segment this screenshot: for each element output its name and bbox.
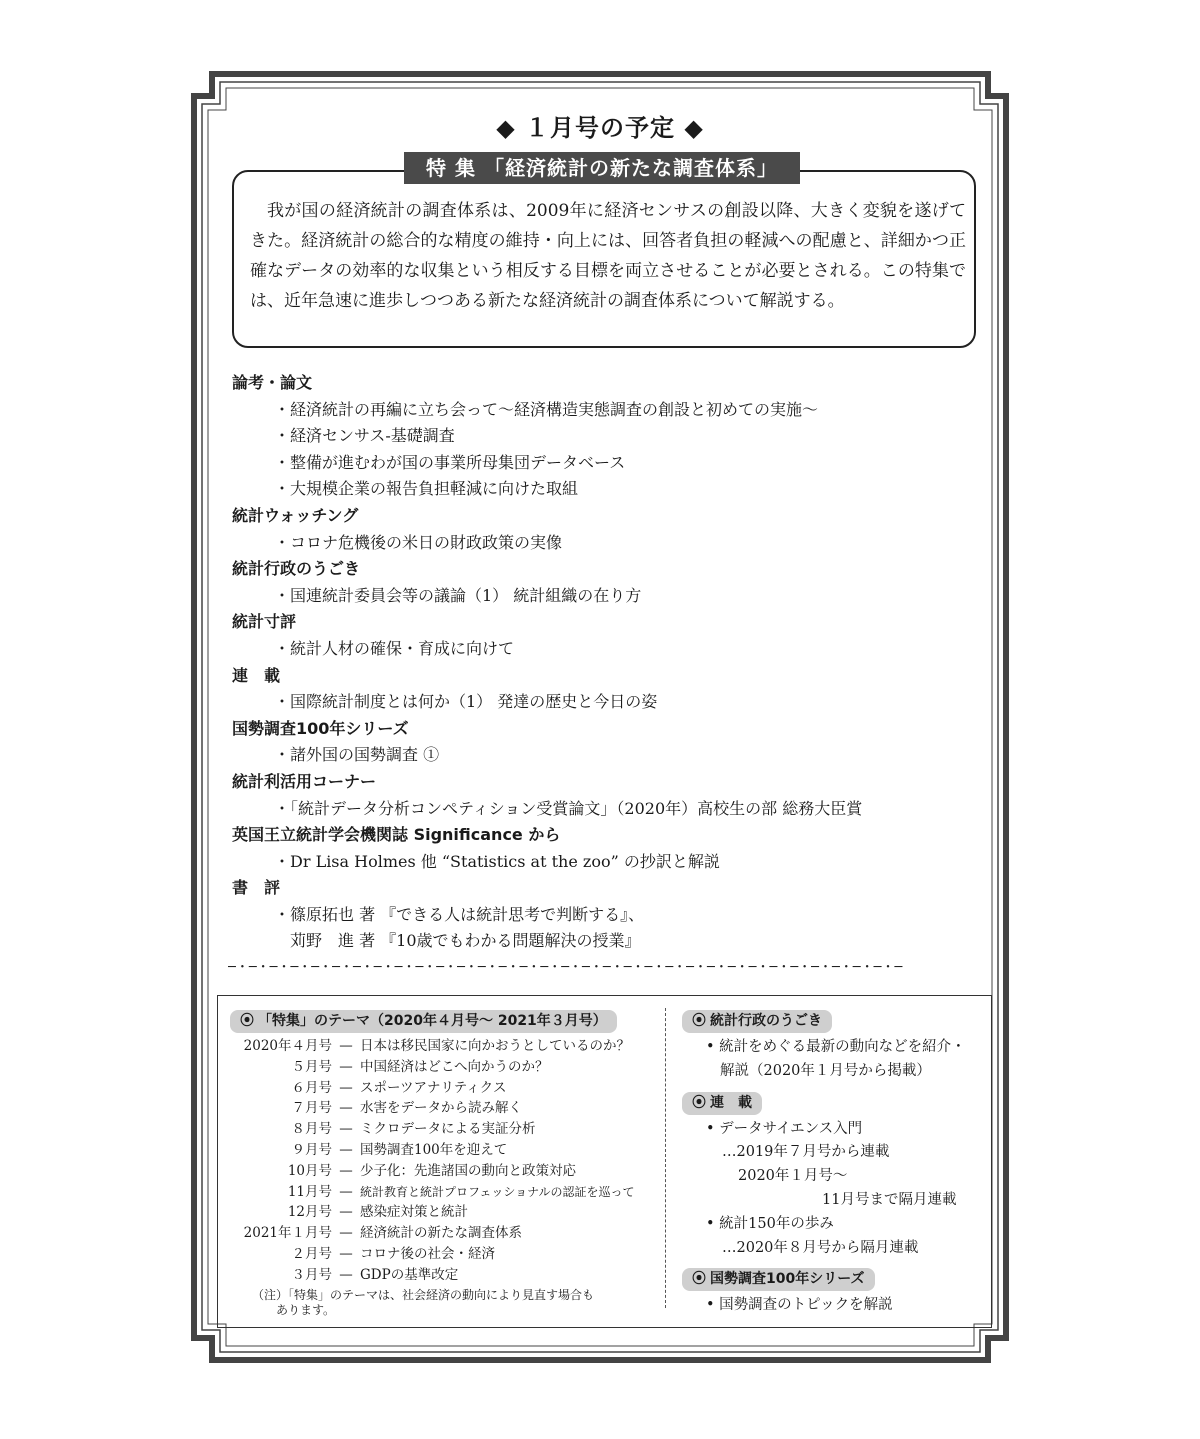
themes-note	[252, 1288, 662, 1318]
table-row	[230, 1182, 660, 1203]
schedule-topic: 感染症対策と統計	[360, 1204, 468, 1221]
dash: —	[339, 1266, 353, 1283]
rensai-line: 11月号まで隔月連載	[822, 1191, 957, 1208]
list-item: ・コロナ危機後の米日の財政政策の実像	[274, 532, 563, 552]
census-line: • 国勢調査のトピックを解説	[706, 1297, 893, 1314]
schedule-month: 2021年１月号	[243, 1225, 332, 1242]
themes-tag	[230, 1010, 617, 1033]
dash: —	[339, 1183, 353, 1200]
dash: —	[339, 1225, 353, 1242]
rensai-tag	[682, 1092, 762, 1115]
page-title: ◆ １月号の予定 ◆	[496, 114, 704, 142]
schedule-topic: コロナ後の社会・経済	[360, 1245, 495, 1262]
list-item: ・経済統計の再編に立ち会って～経済構造実態調査の創設と初めての実施～	[274, 399, 819, 419]
dash: —	[339, 1121, 353, 1138]
table-row	[230, 1140, 660, 1161]
section-heading: 英国王立統計学会機関誌 Significance から	[232, 825, 561, 845]
rensai-header: 連 載	[710, 1094, 752, 1111]
themes-header	[230, 1010, 617, 1033]
schedule-month: ５月号	[291, 1058, 332, 1075]
schedule-month: ６月号	[291, 1079, 332, 1096]
schedule-month: ９月号	[291, 1141, 332, 1158]
rensai-line: …2020年８月号から隔月連載	[722, 1239, 919, 1256]
schedule-topic: 経済統計の新たな調査体系	[360, 1225, 522, 1242]
section-heading: 統計行政のうごき	[232, 559, 361, 579]
section-heading: 国勢調査100年シリーズ	[232, 718, 409, 738]
section-heading: 連 載	[232, 665, 281, 685]
list-item: ・Dr Lisa Holmes 他 “Statistics at the zoo” の抄訳と解説	[274, 851, 720, 871]
list-item: ・整備が進むわが国の事業所母集団データベース	[274, 452, 626, 472]
list-item: ・経済センサス‐基礎調査	[274, 426, 455, 446]
rensai-line: • 統計150年の歩み	[706, 1215, 834, 1232]
table-row	[230, 1036, 660, 1057]
schedule-month: 2020年４月号	[243, 1038, 332, 1054]
schedule-month: ２月号	[291, 1245, 332, 1262]
table-row	[230, 1057, 660, 1078]
feature-label: 特 集 「経済統計の新たな調査体系」	[404, 152, 800, 184]
table-row	[230, 1098, 660, 1119]
gyosei-header: 統計行政のうごき	[710, 1013, 822, 1029]
schedule-topic: 中国経済はどこへ向かうのか？	[360, 1058, 549, 1075]
contents-list	[232, 370, 992, 955]
schedule-topic: スポーツアナリティクス	[360, 1079, 507, 1096]
rensai-line: …2019年７月号から連載	[722, 1144, 890, 1161]
target-icon: ⦿	[692, 1094, 706, 1111]
column-divider	[665, 1008, 666, 1308]
list-item: ・大規模企業の報告負担軽減に向けた取組	[274, 479, 579, 499]
section-heading: 統計ウォッチング	[232, 505, 359, 525]
schedule-month: ３月号	[291, 1266, 332, 1283]
rensai-line: 2020年１月号～	[738, 1168, 848, 1185]
list-item: ・統計人材の確保・育成に向けて	[274, 638, 515, 658]
feature-description	[250, 196, 966, 316]
section-heading: 統計寸評	[232, 612, 297, 632]
census-tag	[682, 1268, 875, 1291]
gyosei-line: 解説（2020年１月号から掲載）	[720, 1062, 931, 1079]
target-icon: ⦿	[240, 1013, 254, 1029]
dash: —	[339, 1079, 353, 1096]
census-header: 国勢調査100年シリーズ	[710, 1271, 865, 1288]
section-heading: 統計利活用コーナー	[232, 771, 377, 791]
schedule-topic: GDPの基準改定	[360, 1266, 459, 1283]
note-line: （注）「特集」のテーマは、社会経済の動向により見直す場合も	[252, 1288, 595, 1302]
dash: —	[339, 1100, 353, 1117]
list-item: ・国連統計委員会等の議論（1） 統計組織の在り方	[274, 585, 642, 605]
list-item: ・篠原拓也 著 『できる人は統計思考で判断する』、	[274, 904, 645, 924]
table-row	[230, 1244, 660, 1265]
gyosei-tag	[682, 1010, 832, 1033]
table-row	[230, 1202, 660, 1223]
list-item: ・諸外国の国勢調査 ①	[274, 745, 440, 765]
table-row	[230, 1265, 660, 1286]
gyosei-line: • 統計をめぐる最新の動向などを紹介・	[706, 1039, 966, 1055]
dash: —	[339, 1162, 353, 1179]
note-line: あります。	[276, 1303, 336, 1317]
schedule-topic: 日本は移民国家に向かおうとしているのか？	[360, 1038, 630, 1054]
target-icon: ⦿	[692, 1271, 706, 1288]
dash: —	[339, 1245, 353, 1262]
schedule-topic: 少子化：先進諸国の動向と政策対応	[360, 1162, 576, 1179]
schedule-topic: 水害をデータから読み解く	[360, 1100, 522, 1117]
schedule-topic: 統計教育と統計プロフェッショナルの認証を巡って	[360, 1184, 635, 1199]
themes-header-label: 「特集」のテーマ（2020年４月号～ 2021年３月号）	[258, 1013, 607, 1029]
themes-schedule	[230, 1036, 660, 1286]
list-item: ・国際統計制度とは何か（1） 発達の歴史と今日の姿	[274, 692, 658, 712]
feature-text: 我が国の経済統計の調査体系は、2009年に経済センサスの創設以降、大きく変貌を遂げてきた。経済統計の総合的な精度の維持・向上には、回答者負担の軽減への配慮と、詳細かつ正確なデータの効率的な収集という相反する目標を両立させることが必要とされる。この特集では、近年急速に進歩しつつある新たな経済統計の調査体系について解説する。	[250, 201, 966, 311]
table-row	[230, 1119, 660, 1140]
target-icon: ⦿	[692, 1013, 706, 1029]
right-column	[682, 1010, 982, 1318]
dash: —	[339, 1058, 353, 1075]
schedule-month: 10月号	[287, 1162, 332, 1179]
table-row	[230, 1161, 660, 1182]
dash: —	[339, 1038, 353, 1054]
table-row	[230, 1078, 660, 1099]
dash: —	[339, 1141, 353, 1158]
schedule-month: ８月号	[291, 1121, 332, 1138]
table-row	[230, 1223, 660, 1244]
list-item: ・「統計データ分析コンペティション受賞論文」（2020年）高校生の部 総務大臣賞	[274, 798, 863, 818]
rensai-line: • データサイエンス入門	[706, 1120, 863, 1137]
schedule-month: 11月号	[287, 1183, 332, 1200]
schedule-month: 12月号	[287, 1204, 332, 1221]
schedule-topic: 国勢調査100年を迎えて	[360, 1141, 508, 1158]
list-item: 苅野 進 著 『10歳でもわかる問題解決の授業』	[274, 931, 641, 951]
schedule-topic: ミクロデータによる実証分析	[360, 1121, 536, 1138]
schedule-month: ７月号	[291, 1100, 332, 1117]
section-heading: 論考・論文	[232, 373, 313, 392]
dash: —	[339, 1204, 353, 1221]
section-heading: 書 評	[232, 878, 281, 898]
dash-dot-separator: ─・─・─・─・─・─・─・─・─・─・─・─・─・─・─・─・─・─・─・─・─・─・─・─・─・─・─・─・─・─・─・─・─	[228, 962, 903, 974]
